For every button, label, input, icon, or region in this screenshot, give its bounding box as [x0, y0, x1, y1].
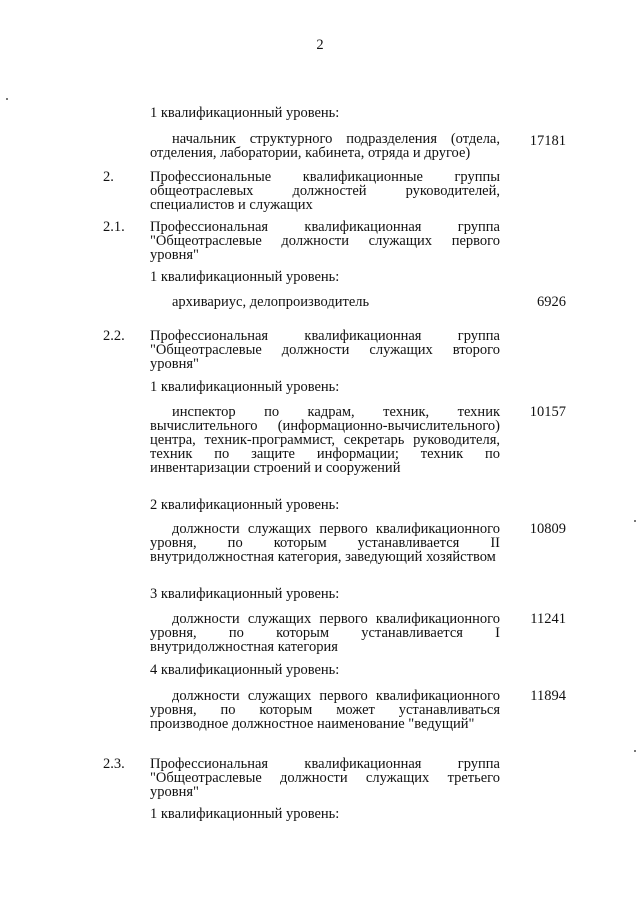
position-text: инспектор по кадрам, техник, техник вычислительного (информационно-вычислительного) центра, техник-программист, секретарь руководителя, техник по защите информации; техник по инвентаризации строений и сооружений	[150, 404, 500, 476]
section-title: Профессиональная квалификационная группа "Общеотраслевые должности служащих второго уровня"	[150, 328, 500, 372]
scan-mark	[6, 98, 8, 100]
salary-value: 11241	[530, 611, 566, 627]
position-text: должности служащих первого квалификационного уровня, по которым устанавливается II внутридолжностная категория, заведующий хозяйством	[150, 521, 500, 565]
scan-mark	[634, 750, 636, 752]
section-title: Профессиональная квалификационная группа "Общеотраслевые должности служащих третьего уровня"	[150, 756, 500, 800]
page-number: 2	[316, 37, 324, 53]
position-description	[150, 689, 500, 731]
position-description	[150, 405, 500, 475]
qualification-level-label: 2 квалификационный уровень:	[150, 497, 340, 513]
section-title: Профессиональная квалификационная группа "Общеотраслевые должности служащих первого уровня"	[150, 219, 500, 263]
salary-value: 10809	[529, 521, 566, 537]
section-number: 2.	[103, 169, 114, 185]
section-title: Профессиональные квалификационные группы общеотраслевых должностей руководителей, специалистов и служащих	[150, 169, 500, 213]
position-text: должности служащих первого квалификационного уровня, по которым устанавливается I внутридолжностная категория	[150, 611, 500, 655]
position-description	[150, 612, 500, 654]
position-text: должности служащих первого квалификационного уровня, по которым может устанавливаться производное должностное наименование "ведущий"	[150, 688, 500, 732]
section-number: 2.1.	[103, 219, 125, 235]
section-number: 2.2.	[103, 328, 125, 344]
salary-value: 17181	[529, 133, 566, 149]
qualification-level-label: 1 квалификационный уровень:	[150, 806, 340, 822]
qualification-level-label: 4 квалификационный уровень:	[150, 662, 340, 678]
qualification-level-label: 1 квалификационный уровень:	[150, 379, 340, 395]
section-number: 2.3.	[103, 756, 125, 772]
position-text: начальник структурного подразделения (отдела, отделения, лаборатории, кабинета, отряда и другое)	[150, 131, 500, 161]
salary-value: 11894	[530, 688, 566, 704]
scan-mark	[634, 520, 636, 522]
salary-value: 6926	[537, 294, 566, 310]
qualification-level-label: 3 квалификационный уровень:	[150, 586, 340, 602]
salary-value: 10157	[529, 404, 566, 420]
position-text: архивариус, делопроизводитель	[172, 294, 370, 310]
position-description	[150, 522, 500, 564]
position-description	[150, 132, 500, 160]
qualification-level-label: 1 квалификационный уровень:	[150, 105, 340, 121]
qualification-level-label: 1 квалификационный уровень:	[150, 269, 340, 285]
